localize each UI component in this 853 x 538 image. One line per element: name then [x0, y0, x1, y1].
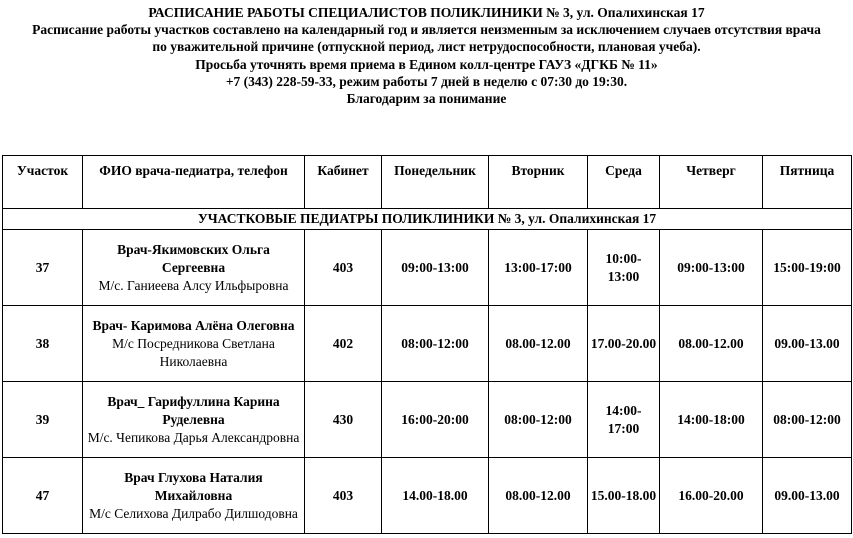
col-header-tuesday: Вторник: [489, 156, 588, 209]
table-row: [3, 306, 852, 382]
thanks-line: Благодарим за понимание: [346, 91, 507, 107]
col-header-doctor: ФИО врача-педиатра, телефон: [83, 156, 305, 209]
table-row: [3, 382, 852, 458]
table-row: [3, 230, 852, 306]
cabinet-cell: 403: [305, 230, 382, 306]
cabinet-cell: 430: [305, 382, 382, 458]
thursday-cell: 14:00-18:00: [660, 382, 763, 458]
col-header-thursday: Четверг: [660, 156, 763, 209]
notice-line-2: по уважительной причине (отпускной период, лист нетрудоспособности, плановая учеба).: [152, 39, 701, 55]
doctor-cell: [83, 458, 305, 534]
wednesday-cell: 15.00-18.00: [588, 458, 660, 534]
doctor-cell: [83, 306, 305, 382]
nurse-name: М/с Селихова Дилрабо Дилшодовна: [89, 505, 298, 521]
monday-cell: 16:00-20:00: [382, 382, 489, 458]
monday-cell: 08:00-12:00: [382, 306, 489, 382]
col-header-wednesday: Среда: [588, 156, 660, 209]
table-header-row: [3, 156, 852, 209]
doctor-name: Врач Глухова Наталия Михайловна: [124, 469, 263, 503]
nurse-name: М/с. Чепикова Дарья Александровна: [87, 429, 300, 445]
cabinet-cell: 403: [305, 458, 382, 534]
uchastok-cell: 37: [3, 230, 83, 306]
nurse-name: М/с. Ганиеева Алсу Ильфыровна: [98, 277, 289, 293]
doctor-name: Врач- Каримова Алёна Олеговна: [92, 317, 295, 333]
doctor-cell: [83, 382, 305, 458]
notice-line-3: Просьба уточнять время приема в Едином колл-центре ГАУЗ «ДГКБ № 11»: [195, 56, 658, 72]
friday-cell: 15:00-19:00: [763, 230, 852, 306]
col-header-friday: Пятница: [763, 156, 852, 209]
monday-cell: 14.00-18.00: [382, 458, 489, 534]
nurse-name: М/с Посредникова Светлана Николаевна: [112, 335, 275, 369]
tuesday-cell: 13:00-17:00: [489, 230, 588, 306]
tuesday-cell: 08:00-12:00: [489, 382, 588, 458]
thursday-cell: 16.00-20.00: [660, 458, 763, 534]
col-header-cabinet: Кабинет: [305, 156, 382, 209]
friday-cell: 09.00-13.00: [763, 458, 852, 534]
page-title: РАСПИСАНИЕ РАБОТЫ СПЕЦИАЛИСТОВ ПОЛИКЛИНИКИ № 3, ул. Опалихинская 17: [148, 5, 705, 20]
monday-cell: 09:00-13:00: [382, 230, 489, 306]
uchastok-cell: 39: [3, 382, 83, 458]
uchastok-cell: 38: [3, 306, 83, 382]
col-header-uchastok: Участок: [3, 156, 83, 209]
friday-cell: 08:00-12:00: [763, 382, 852, 458]
wednesday-cell: 10:00-13:00: [588, 230, 660, 306]
wednesday-cell: 14:00-17:00: [588, 382, 660, 458]
call-center-info: +7 (343) 228-59-33, режим работы 7 дней в неделю с 07:30 до 19:30.: [225, 73, 628, 89]
thursday-cell: 08.00-12.00: [660, 306, 763, 382]
tuesday-cell: 08.00-12.00: [489, 458, 588, 534]
friday-cell: 09.00-13.00: [763, 306, 852, 382]
cabinet-cell: 402: [305, 306, 382, 382]
thursday-cell: 09:00-13:00: [660, 230, 763, 306]
schedule-table: [2, 155, 852, 534]
table-row: [3, 458, 852, 534]
notice-line-1: Расписание работы участков составлено на календарный год и является неизменным за исключением случаев отсутствия врача: [32, 22, 821, 38]
wednesday-cell: 17.00-20.00: [588, 306, 660, 382]
tuesday-cell: 08.00-12.00: [489, 306, 588, 382]
uchastok-cell: 47: [3, 458, 83, 534]
header-block: [0, 4, 853, 107]
col-header-monday: Понедельник: [382, 156, 489, 209]
doctor-name: Врач-Якимовских Ольга Сергеевна: [117, 241, 270, 275]
section-title: УЧАСТКОВЫЕ ПЕДИАТРЫ ПОЛИКЛИНИКИ № 3, ул. Опалихинская 17: [3, 209, 852, 230]
section-row: [3, 209, 852, 230]
doctor-name: Врач_ Гарифуллина Карина Руделевна: [107, 393, 280, 427]
doctor-cell: [83, 230, 305, 306]
